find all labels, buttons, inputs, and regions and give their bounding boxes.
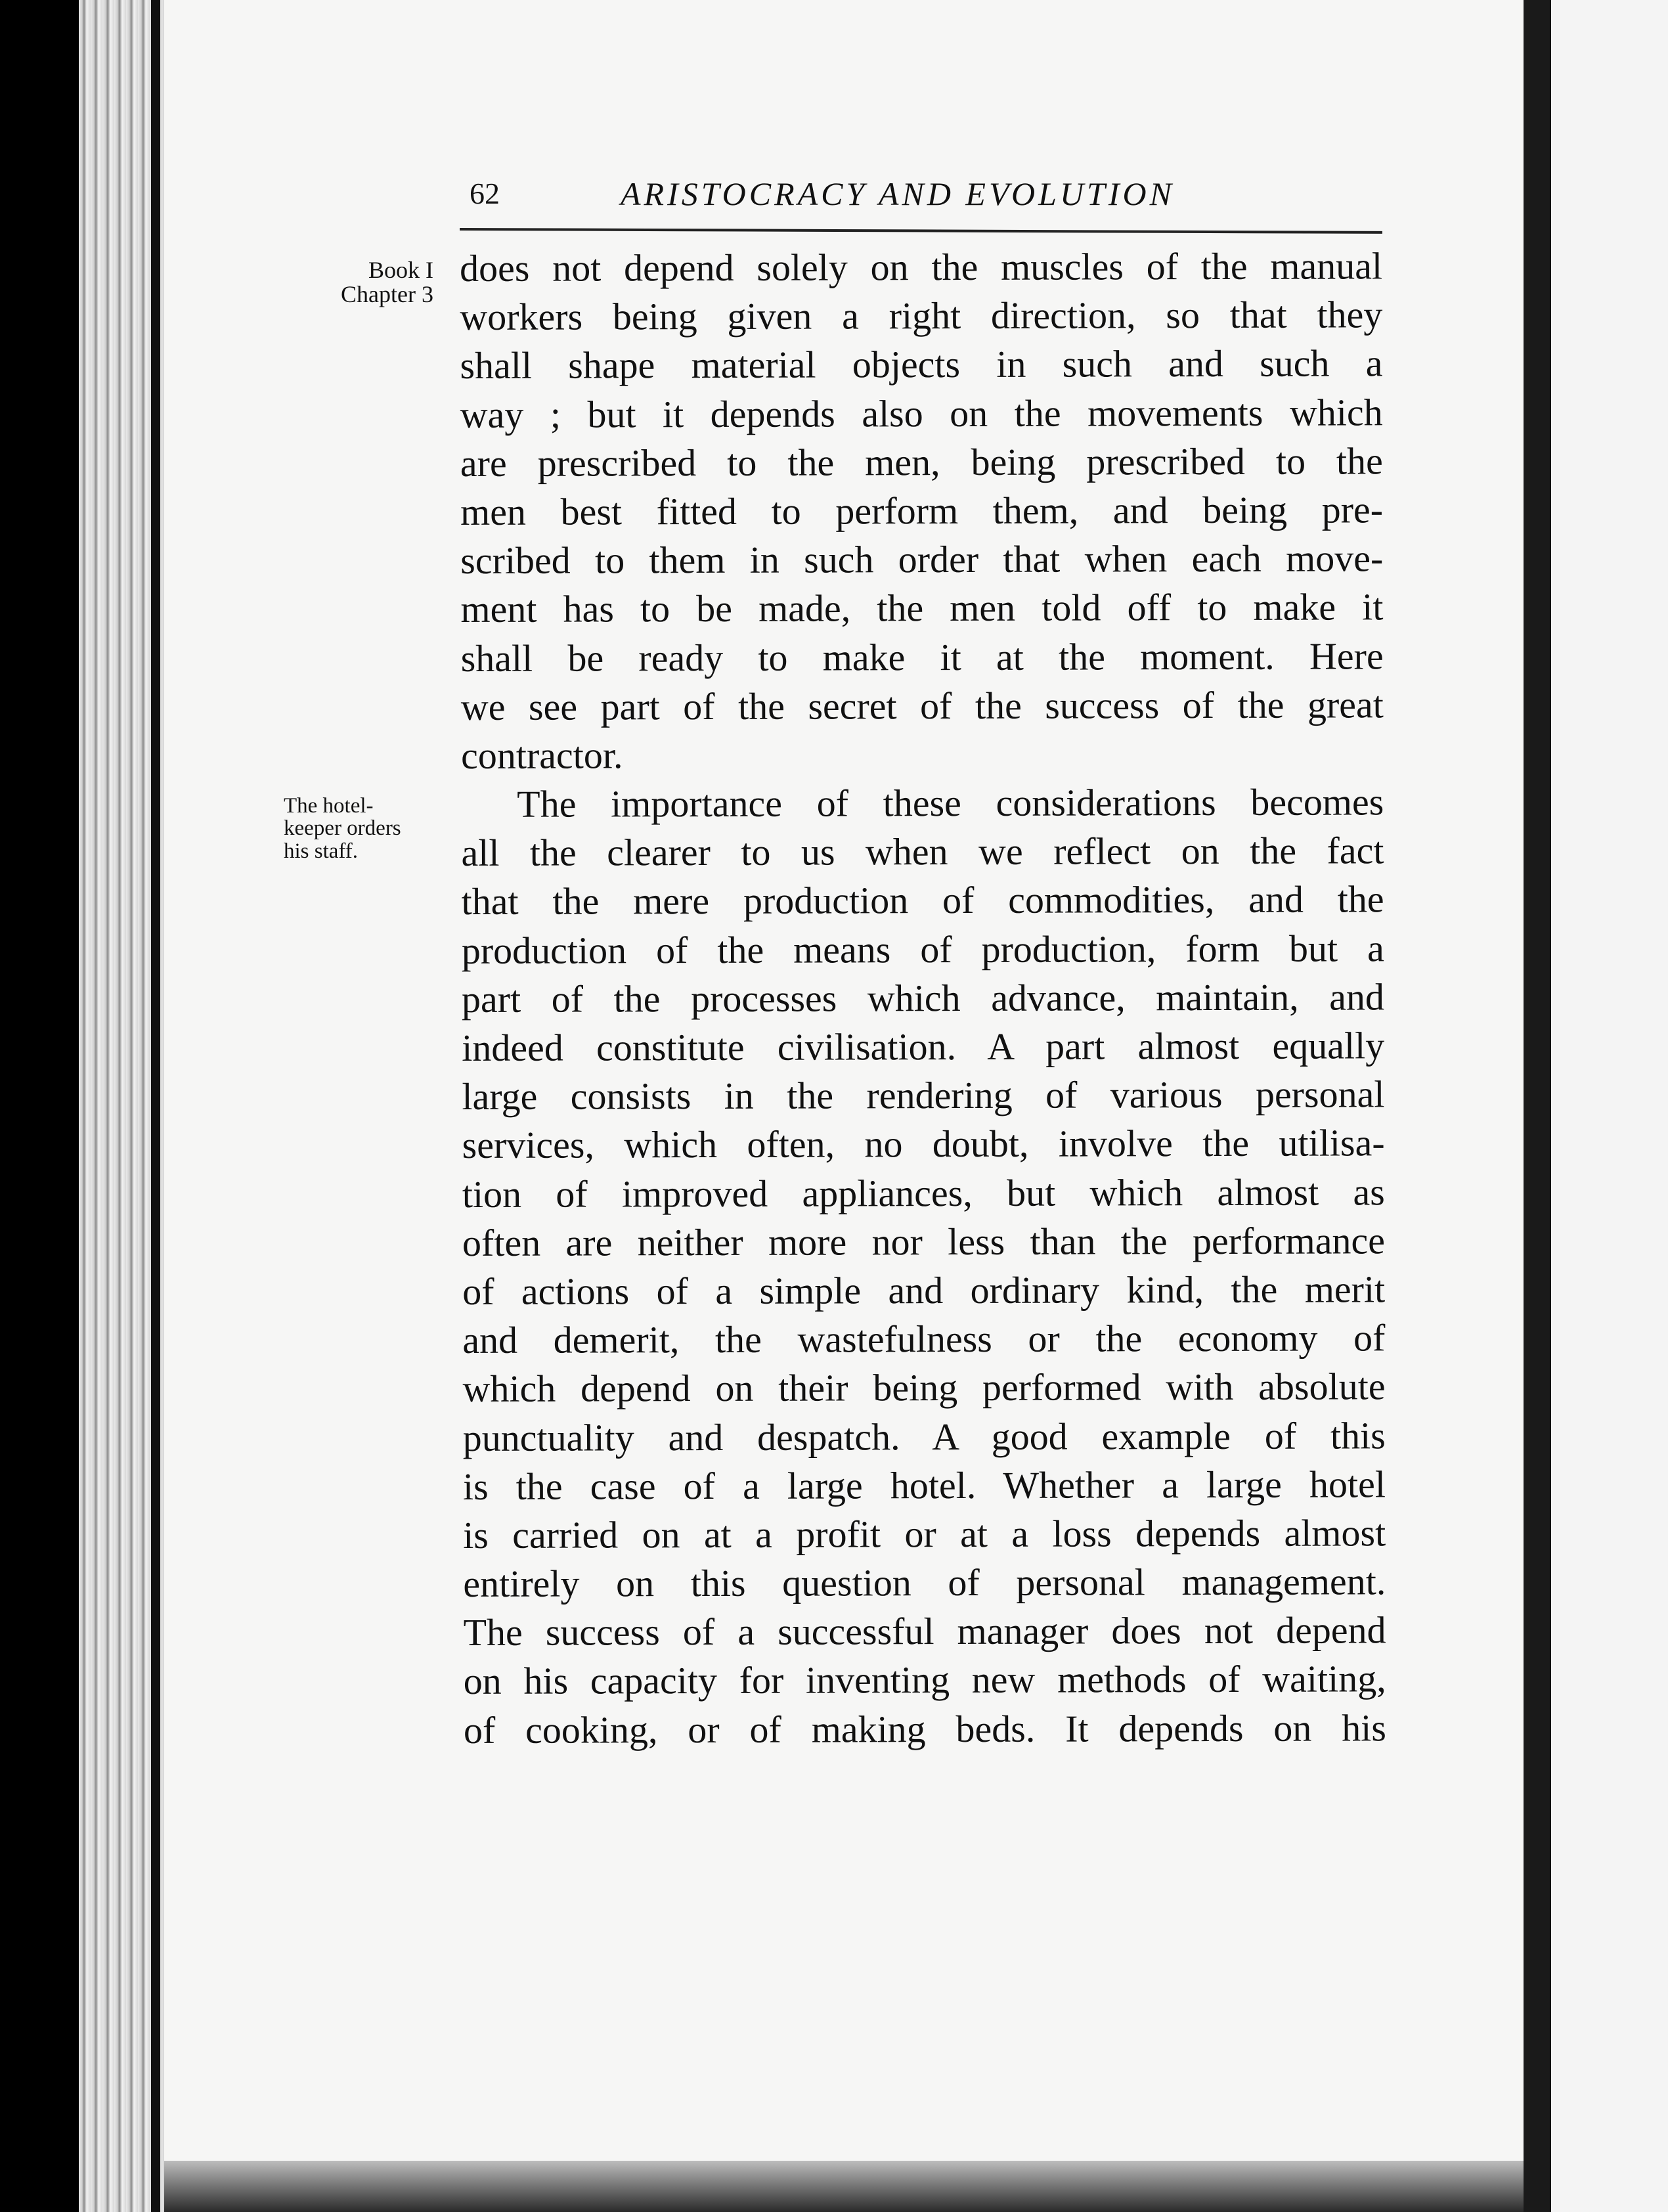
text-line: large consists in the rendering of various personal [462, 1073, 1385, 1118]
sidenote-line: Book I [368, 257, 433, 283]
text-line: production of the means of production, form but a [461, 926, 1384, 972]
running-header [470, 172, 1382, 218]
text-line: The success of a successful manager does not depend [463, 1608, 1386, 1654]
text-line: way ; but it depends also on the movements which [460, 390, 1383, 436]
sidenote-hotel-keeper [284, 795, 441, 862]
text-line: we see part of the secret of the success of the great [460, 683, 1384, 728]
text-line-paragraph-start: The importance of these considerations becomes [517, 780, 1384, 826]
running-title: ARISTOCRACY AND EVOLUTION [621, 175, 1175, 212]
text-line: scribed to them in such order that when each move- [460, 537, 1384, 583]
text-line: punctuality and despatch. A good example of this [462, 1413, 1386, 1459]
text-line: is carried on at a profit or at a loss depends almost [463, 1511, 1386, 1557]
page-number: 62 [470, 177, 500, 210]
sidenote-line: Chapter 3 [341, 281, 433, 308]
text-line: on his capacity for inventing new methods of waiting, [463, 1657, 1386, 1703]
text-line: of actions of a simple and ordinary kind, the merit [462, 1268, 1386, 1313]
page-bottom-shadow [164, 2161, 1524, 2212]
sidenote-line: his staff. [284, 839, 359, 863]
text-line: men best fitted to perform them, and being pre- [460, 488, 1384, 533]
text-line: indeed constitute civilisation. A part almost equally [462, 1024, 1385, 1069]
sidenote-line: keeper orders [284, 816, 401, 841]
book-right-edge [1524, 0, 1550, 2212]
text-line: entirely on this question of personal management. [463, 1560, 1386, 1606]
text-line: and demerit, the wastefulness or the economy of [462, 1316, 1386, 1362]
text-line: contractor. [460, 734, 623, 777]
sidenote-book-chapter [309, 258, 433, 307]
text-line: which depend on their being performed with absolute [462, 1365, 1386, 1411]
text-line: ment has to be made, the men told off to make it [460, 585, 1384, 631]
binding-shadow [151, 0, 160, 2212]
text-line: does not depend solely on the muscles of the manual [460, 244, 1383, 290]
facing-page-edge [1551, 0, 1668, 2212]
text-line: workers being given a right direction, so that they [460, 293, 1383, 339]
text-line: shall shape material objects in such and such a [460, 342, 1383, 387]
body-text [460, 242, 1386, 1754]
text-line: that the mere production of commodities, and the [461, 877, 1384, 923]
text-line: often are neither more nor less than the performance [462, 1219, 1386, 1264]
text-line: all the clearer to us when we reflect on the fact [461, 829, 1384, 875]
text-line: part of the processes which advance, maintain, and [461, 975, 1385, 1021]
text-line: is the case of a large hotel. Whether a large hotel [462, 1463, 1386, 1508]
sidenote-line: The hotel- [284, 794, 374, 818]
text-line: are prescribed to the men, being prescribed to the [460, 439, 1383, 485]
text-line: services, which often, no doubt, involve the utilisa- [462, 1121, 1385, 1167]
text-line: of cooking, or of making beds. It depends on his [463, 1706, 1387, 1752]
text-line: shall be ready to make it at the moment. Here [460, 634, 1384, 680]
text-line: tion of improved appliances, but which almost as [462, 1170, 1385, 1216]
